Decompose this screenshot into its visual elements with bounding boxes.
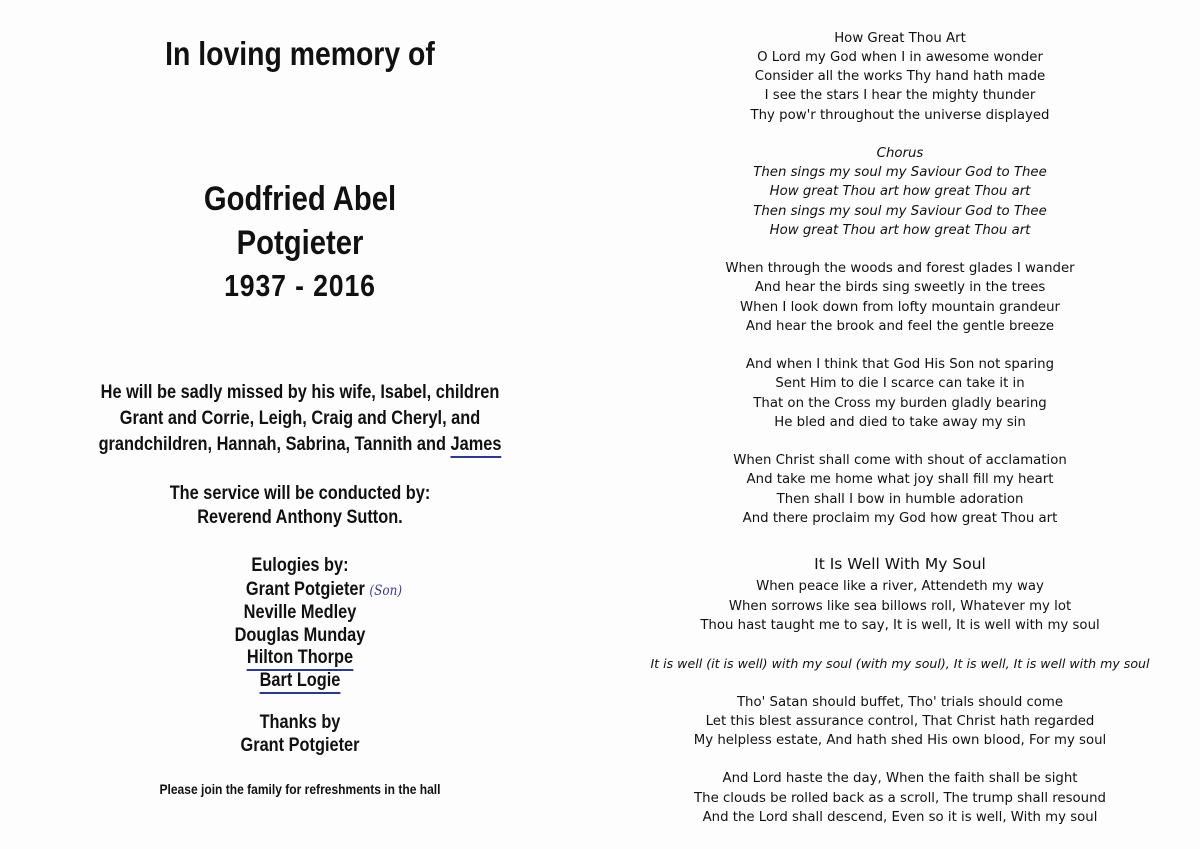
eulogy-4-name: Hilton Thorpe [247,647,353,671]
hymn1-chorus-line4: How great Thou art how great Thou art [769,223,1031,238]
deceased-name-line1: Godfried Abel [203,180,397,218]
eulogy-5-name: Bart Logie [260,670,341,694]
missed-line-1: He will be sadly missed by his wife, Isabel, children [100,382,500,403]
hymn1-chorus-label: Chorus [876,146,924,161]
hymn1-verse3-line3: That on the Cross my burden gladly bearing [753,396,1047,411]
hymn2-verse3-line1: And Lord haste the day, When the faith shall be sight [722,771,1078,786]
hymn1-chorus-line2: How great Thou art how great Thou art [769,184,1031,199]
hymn2-verse3-line2: The clouds be rolled back as a scroll, The trump shall resound [694,791,1106,806]
hymn1-verse4-line3: Then shall I bow in humble adoration [776,492,1024,507]
hymn1-verse2-line3: When I look down from lofty mountain grandeur [740,300,1060,315]
hymn1-verse2-line2: And hear the birds sing sweetly in the trees [754,280,1046,295]
eulogies-heading: Eulogies by: [251,555,349,576]
hymn2-verse1-line2: When sorrows like sea billows roll, Whatever my lot [728,599,1072,614]
eulogy-1-name: Grant Potgieter [245,579,365,600]
hymn1-verse4-line1: When Christ shall come with shout of acclamation [733,453,1067,468]
hymn2-verse2-line1: Tho' Satan should buffet, Tho' trials should come [736,695,1064,710]
deceased-name-line2: Potgieter [236,224,364,262]
life-years: 1937 - 2016 [224,268,376,303]
right-panel [600,0,1200,849]
service-line-1: The service will be conducted by: [169,483,431,504]
eulogy-3: Douglas Munday [234,625,366,646]
memorial-heading: In loving memory of [165,35,435,72]
eulogy-5 [42,670,558,692]
hymn1-verse1-line1: O Lord my God when I in awesome wonder [757,50,1043,65]
hymn1-verse1-line2: Consider all the works Thy hand hath made [754,69,1046,84]
hymn1-verse2-line1: When through the woods and forest glades I wander [725,261,1075,276]
missed-last-name: James [451,434,502,458]
eulogy-4 [42,647,558,669]
hymn1-verse1-line4: Thy pow'r throughout the universe displayed [750,108,1050,123]
missed-line-3 [42,434,558,456]
eulogy-1 [66,579,582,601]
eulogy-1-handwritten-note: (Son) [369,583,403,599]
eulogy-2: Neville Medley [243,602,357,623]
hymn1-verse4-line4: And there proclaim my God how great Thou art [742,511,1058,526]
hymn1-chorus-line1: Then sings my soul my Saviour God to Thee [753,165,1047,180]
service-line-2: Reverend Anthony Sutton. [197,507,403,528]
hymn1-verse4-line2: And take me home what joy shall fill my heart [746,472,1054,487]
thanks-name: Grant Potgieter [240,735,360,756]
missed-line-3-text: grandchildren, Hannah, Sabrina, Tannith and [98,434,446,455]
missed-line-2: Grant and Corrie, Leigh, Craig and Cheryl, and [119,408,481,429]
hymn2-refrain: It is well (it is well) with my soul (with my soul), It is well, It is well with my soul [650,656,1150,671]
hymn2-verse2-line3: My helpless estate, And hath shed His own blood, For my soul [693,733,1107,748]
hymn2-verse2-line2: Let this blest assurance control, That Christ hath regarded [705,714,1095,729]
hymn1-title: How Great Thou Art [834,31,966,46]
hymn1-verse3-line2: Sent Him to die I scarce can take it in [775,376,1025,391]
hymn1-verse3-line1: And when I think that God His Son not sparing [745,357,1055,372]
hymn1-chorus-line3: Then sings my soul my Saviour God to Thee [753,204,1047,219]
hymn1-verse3-line4: He bled and died to take away my sin [774,415,1026,430]
hymn1-verse1-line3: I see the stars I hear the mighty thunder [764,88,1036,103]
refreshments-note: Please join the family for refreshments in the hall [159,781,441,797]
hymn2-verse3-line3: And the Lord shall descend, Even so it is well, With my soul [702,810,1098,825]
hymn2-verse1-line1: When peace like a river, Attendeth my way [756,579,1044,594]
hymn1-verse2-line4: And hear the brook and feel the gentle breeze [745,319,1055,334]
thanks-heading: Thanks by [259,712,341,733]
hymn2-verse1-line3: Thou hast taught me to say, It is well, It is well with my soul [700,618,1100,633]
hymn2-title: It Is Well With My Soul [814,555,986,573]
